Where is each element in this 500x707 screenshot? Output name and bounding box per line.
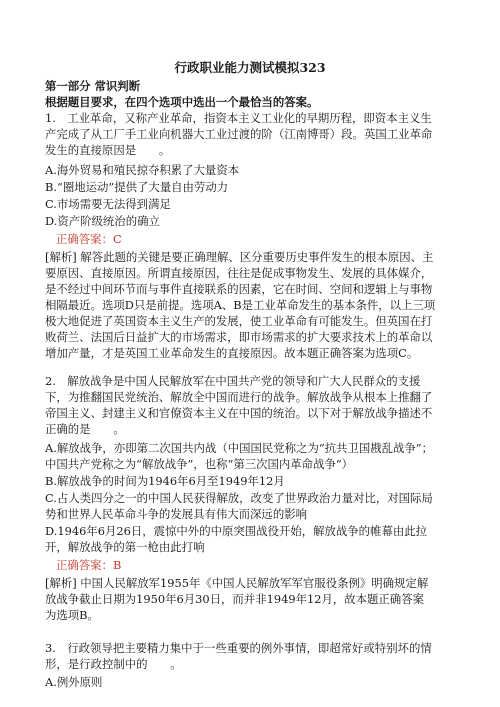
q1-analysis-line: 败荷兰、法国后日益扩大的市场需求，即市场需求的扩大要求技术上的革命以	[45, 330, 433, 344]
q3-stem-line: 形，是行政控制中的 。	[45, 657, 182, 671]
q1-analysis-line: 要原因、直接原因。所谓直接原因，往往是促成事物发生、发展的具体媒介，	[45, 266, 433, 280]
section-heading: 第一部分 常识判断	[45, 79, 141, 93]
q2-option-d-cont: 开，解放战争的第一枪由此打响	[45, 540, 205, 554]
q2-option-c-cont: 势和世界人民革命斗争的发展具有伟大而深远的影响	[45, 507, 307, 521]
q1-option-c: C.市场需要无法得到满足	[45, 197, 171, 211]
q1-stem-line: 发生的直接原因是 。	[45, 143, 171, 157]
q1-analysis-line: [解析] 解答此题的关键是要正确理解、区分重要历史事件发生的根本原因、主	[45, 250, 434, 264]
q2-option-d: D.1946年6月26日，震惊中外的中原突围战役开始，解放战争的帷幕由此拉	[45, 524, 428, 538]
q1-option-d: D.资产阶级统治的确立	[45, 214, 160, 228]
q1-option-b: B.“圈地运动”提供了大量自由劳动力	[45, 180, 229, 194]
q1-stem-line: 1. 工业革命，又称产业革命，指资本主义工业化的早期历程，即资本主义生	[45, 111, 432, 125]
q1-analysis-line: 增加产量，才是英国工业革命发生的直接原因。故本题正确答案为选项C。	[45, 346, 419, 360]
q1-analysis-line: 是不经过中间环节而与事件直接联系的因素，它在时间、空间和逻辑上与事物	[45, 282, 433, 296]
q2-option-b: B.解放战争的时间为1946年6月至1949年12月	[45, 474, 285, 488]
q2-option-a: A.解放战争，亦即第二次国共内战（中国国民党称之为“抗共卫国戡乱战争”；	[45, 441, 433, 455]
q2-analysis-line: [解析] 中国人民解放军1955年《中国人民解放军军官服役条例》明确规定解	[45, 576, 429, 590]
q1-analysis-line: 相隔最近。选项D只是前提。选项A、B是工业革命发生的基本条件，以上三项	[45, 298, 436, 312]
q1-answer: 正确答案：C	[56, 232, 122, 246]
q1-stem-line: 产完成了从工厂手工业向机器大工业过渡的阶（江南博哥）段。英国工业革命	[45, 127, 433, 141]
q2-answer: 正确答案：B	[56, 558, 122, 572]
q2-option-a-cont: 中国共产党称之为“解放战争”，也称“第三次国内革命战争”）	[45, 457, 354, 471]
q2-analysis-line: 为选项B。	[45, 608, 99, 622]
q2-option-c: C.占人类四分之一的中国人民获得解放，改变了世界政治力量对比，对国际局	[45, 491, 433, 505]
q1-option-a: A.海外贸易和殖民掠夺积累了大量资本	[45, 163, 240, 177]
q2-stem-line: 正确的是 。	[45, 422, 125, 436]
q2-stem-line: 2. 解放战争是中国人民解放军在中国共产党的领导和广大人民群众的支援	[45, 374, 421, 388]
q2-stem-line: 帝国主义、封建主义和官僚资本主义在中国的统治。以下对于解放战争描述不	[45, 406, 433, 420]
q2-analysis-line: 放战争截止日期为1950年6月30日，而并非1949年12月，故本题正确答案	[45, 592, 424, 606]
q3-stem-line: 3. 行政领导把主要精力集中于一些重要的例外事情，即超常好或特别坏的情	[45, 641, 432, 655]
q1-analysis-line: 极大地促进了英国资本主义生产的发展，使工业革命有可能发生。但英国在打	[45, 314, 433, 328]
instruction: 根据题目要求，在四个选项中选出一个最恰当的答案。	[45, 95, 319, 109]
q3-option-a: A.例外原则	[45, 675, 103, 689]
page-title: 行政职业能力测试模拟323	[174, 60, 326, 75]
q2-stem-line: 下，为推翻国民党统治、解放全中国而进行的战争。解放战争从根本上推翻了	[45, 390, 433, 404]
